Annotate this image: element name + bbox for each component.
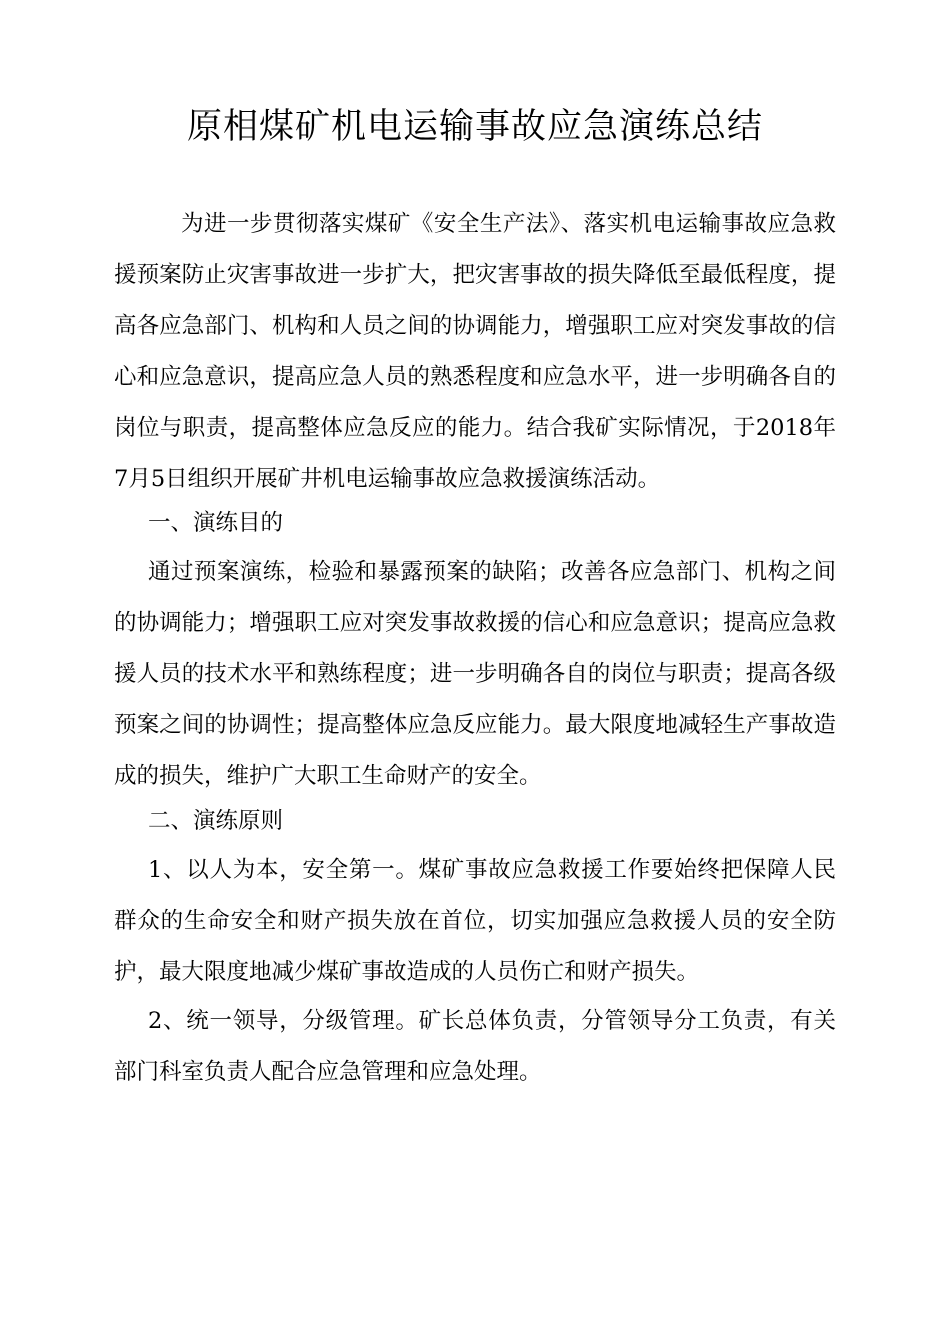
section-2-heading: 二、演练原则 — [148, 808, 284, 834]
section-1-heading: 一、演练目的 — [148, 510, 284, 536]
intro-paragraph: 为进一步贯彻落实煤矿《安全生产法》、落实机电运输事故应急救援预案防止灾害事故进一步扩大，把灾害事故的损失降低至最低程度，提高各应急部门、机构和人员之间的协调能力，增强职工应对突发事故的信心和应急意识，提高应急人员的熟悉程度和应急水平，进一步明确各自的岗位与职责，提高整体应急反应的能力。结合我矿实际情况，于2018年7月5日组织开展矿井机电运输事故应急救援演练活动。 — [114, 211, 836, 492]
section-2-item-2: 2、统一领导，分级管理。矿长总体负责，分管领导分工负责，有关部门科室负责人配合应急管理和应急处理。 — [114, 1008, 836, 1085]
document-title: 原相煤矿机电运输事故应急演练总结 — [186, 107, 763, 147]
section-2-item-1: 1、以人为本，安全第一。煤矿事故应急救援工作要始终把保障人民群众的生命安全和财产损失放在首位，切实加强应急救援人员的安全防护，最大限度地减少煤矿事故造成的人员伤亡和财产损失。 — [114, 857, 836, 985]
section-1-paragraph: 通过预案演练，检验和暴露预案的缺陷；改善各应急部门、机构之间的协调能力；增强职工应对突发事故救援的信心和应急意识；提高应急救援人员的技术水平和熟练程度；进一步明确各自的岗位与职责；提高各级预案之间的协调性；提高整体应急反应能力。最大限度地减轻生产事故造成的损失，维护广大职工生命财产的安全。 — [114, 559, 836, 789]
